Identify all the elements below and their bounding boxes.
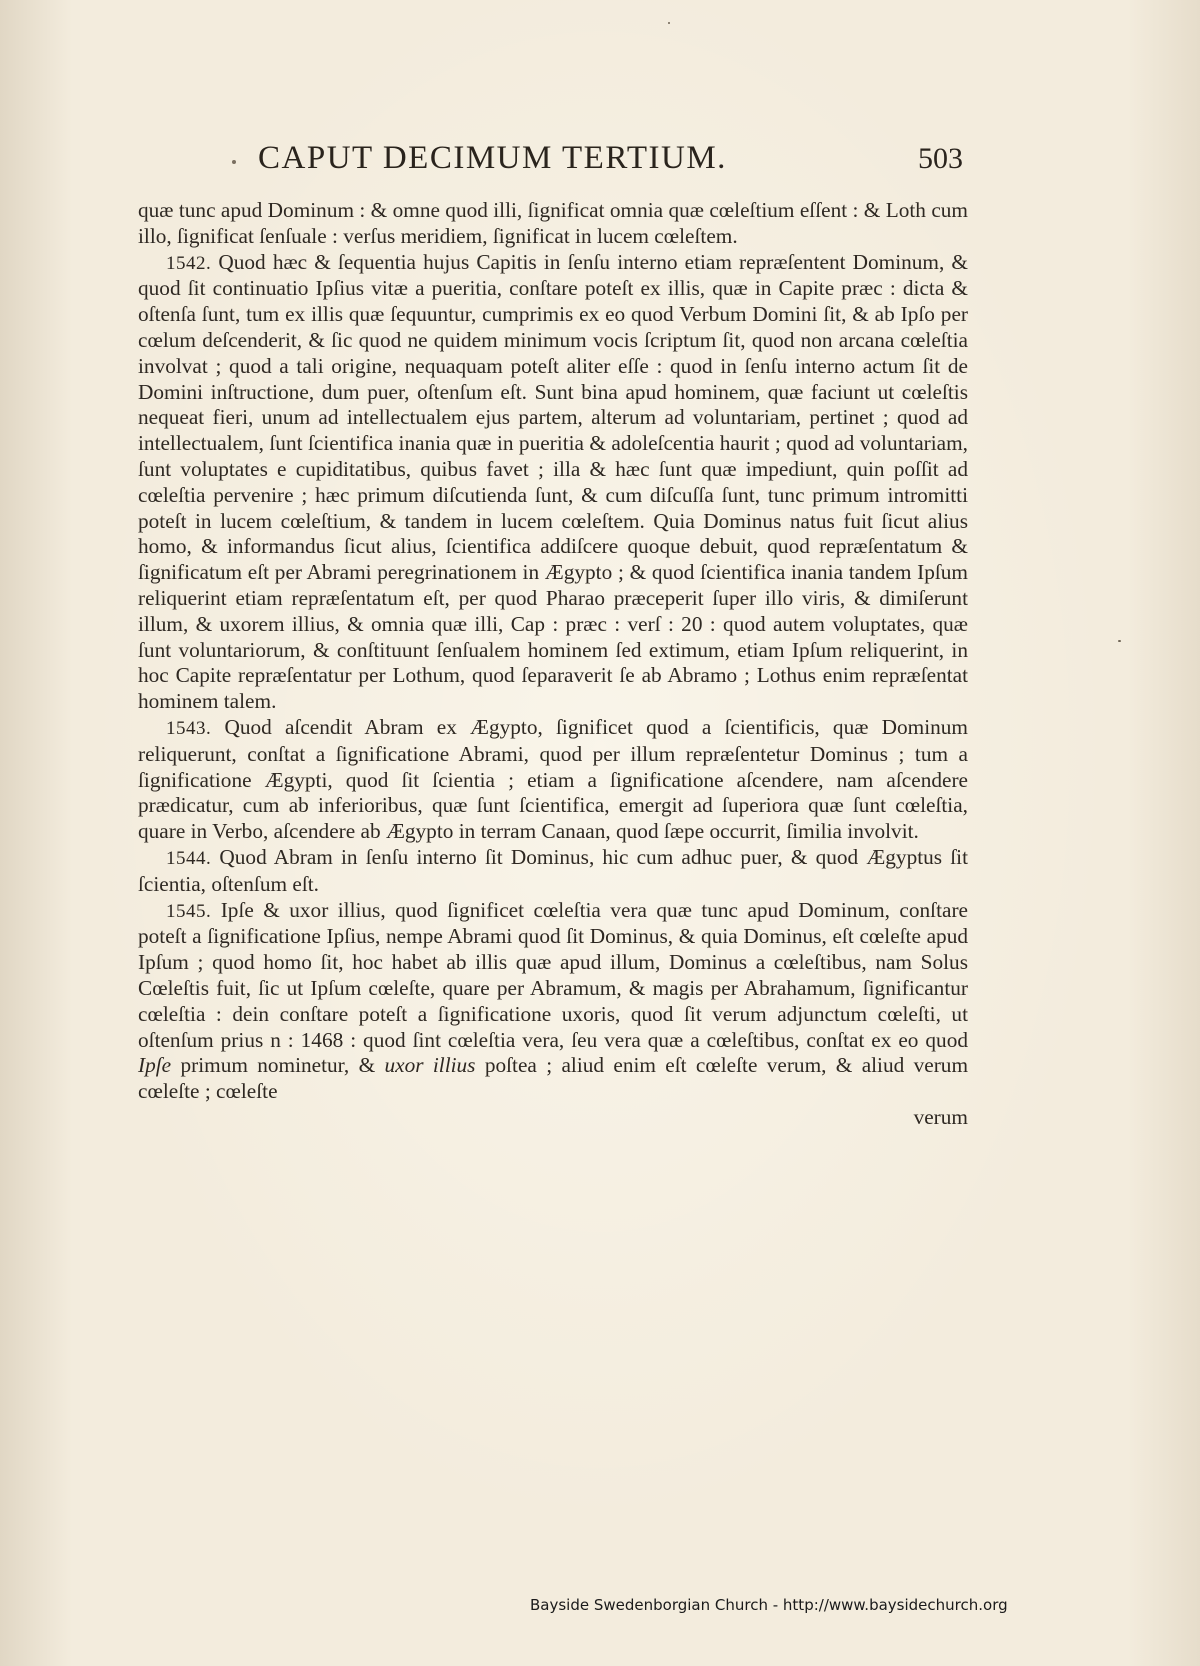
catchword: verum [913,1104,968,1129]
paper-speck [1118,640,1121,642]
paragraph-1544 [138,845,968,898]
paragraph-number: 1545. [166,900,212,922]
paragraph-text: Quod Abram in ſenſu interno ſit Dominus, hic cum adhuc puer, & quod Ægyptus ſit ſcientia, oſtenſum eſt. [138,844,968,896]
paragraph-number: 1542. [166,252,212,274]
paragraph-continued: quæ tunc apud Dominum : & omne quod illi, ſignificat omnia quæ cœleſtium eſſent : & Loth cum illo, ſignificat ſenſuale : verſus meridiem, ſignificat in lucem cœleſtem. [138,198,968,248]
paper-speck [668,22,670,24]
ink-dot [232,160,236,164]
paragraph-text-b: primum nominetur, & [180,1053,376,1078]
paragraph-text-a: Ipſe & uxor illius, quod ſignificet cœleſtia vera quæ tunc apud Dominum, conſtare poteſt a ſignificatione Ipſius, nempe Abrami quod ſit Dominus, & quia Dominus, eſt cœleſte apud Ipſum ; quod homo ſit, hoc habet ab illis quæ apud illum, Dominus a cœleſtibus, nam Solus Cœleſtis fuit, ſic ut Ipſum cœleſte, quare per Abramum, & magis per Abrahamum, ſignificantur cœleſtia : dein conſtare poteſt a ſignificatione uxoris, quod ſit verum adjunctum cœleſti, ut oſtenſum prius n : 1468 : quod ſint cœleſtia vera, ſeu vera quæ a cœleſtibus, conſtat ex eo quod [138,897,969,1052]
paragraph-text-c: poſtea ; aliud enim eſt cœleſte verum, & aliud verum cœleſte ; cœleſte [138,1053,969,1104]
running-head [258,140,963,190]
paragraph-text: Quod hæc & ſequentia hujus Capitis in ſenſu interno etiam repræſentent Dominum, & quod ſit continuatio Ipſius vitæ a pueritia, conſtare poteſt ex illis, quæ in Capite præc : dicta & oſtenſa ſunt, tum ex illis quæ ſequuntur, cumprimis ex eo quod Verbum Domini ſit, & ab Ipſo per cœlum deſcenderit, & ſic quod ne quidem minimum vocis ſcriptum ſit, quod non arcana cœleſtia involvat ; quod a tali origine, nequaquam poteſt aliter eſſe : quod in ſenſu interno actum ſit de Domini inſtructione, dum puer, oſtenſum eſt. Sunt bina apud hominem, quæ faciunt ut cœleſtis nequeat fieri, unum ad intellectualem ejus partem, alterum ad voluntariam, pertinet ; quod ad intellectualem, ſunt ſcientifica inania quæ in pueritia & adoleſcentia haurit ; quod ad voluntariam, ſunt voluptates e cupiditatibus, quibus favet ; illa & hæc ſunt quæ impediunt, quin poſſit ad cœleſtia pervenire ; hæc primum diſcutienda ſunt, & cum diſcuſſa ſunt, tunc primum intromitti poteſt in lucem cœleſtium, & tandem in lucem cœleſtem. Quia Dominus natus fuit ſicut alius homo, & informandus ſicut alius, ſcientifica addiſcere quoque debuit, quod repræſentatum & ſignificatum eſt per Abrami peregrinationem in Ægypto ; & quod ſcientifica inania tandem Ipſum reliquerint etiam repræſentatum eſt, per quod Pharao præceperit ſuper illo viris, & dimiſerunt illum, & uxorem illius, & omnia quæ illi, Cap : præc : verſ : 20 : quod autem voluptates, quæ ſunt voluntariorum, & conſtituunt ſenſualem hominem ſed extimum, etiam Ipſum reliquerint, in hoc Capite repræſentatur per Lothum, quod ſeparaverit ſe ab Abramo ; Lothus enim repræſentat hominem talem. [138,249,968,714]
running-title: CAPUT DECIMUM TERTIUM. [258,140,727,176]
paragraph-1543 [138,715,968,845]
italic-ipse: Ipſe [138,1053,172,1078]
italic-uxor-illius: uxor illius [384,1053,476,1078]
page-number: 503 [918,142,963,175]
paragraph-1542 [138,250,968,715]
footer-credit: Bayside Swedenborgian Church - http://www.baysidechurch.org [530,1596,1008,1614]
paragraph-number: 1543. [166,717,212,739]
body-text [138,198,968,1131]
paragraph-number: 1544. [166,847,212,869]
paragraph-text: Quod aſcendit Abram ex Ægypto, ſignificet quod a ſcientificis, quæ Dominum reliquerunt, conſtat a ſignificatione Abrami, quod per illum repræſentetur Dominus ; tum a ſignificatione Ægypti, quod ſit ſcientia ; etiam a ſignificatione aſcendere, nam aſcendere prædicatur, cum ab inferioribus, quæ ſunt ſcientifica, emergit ad ſuperiora quæ ſunt cœleſtia, quare in Verbo, aſcendere ab Ægypto in terram Canaan, quod ſæpe occurrit, ſimilia involvit. [138,714,968,844]
paragraph-1545 [138,898,968,1105]
